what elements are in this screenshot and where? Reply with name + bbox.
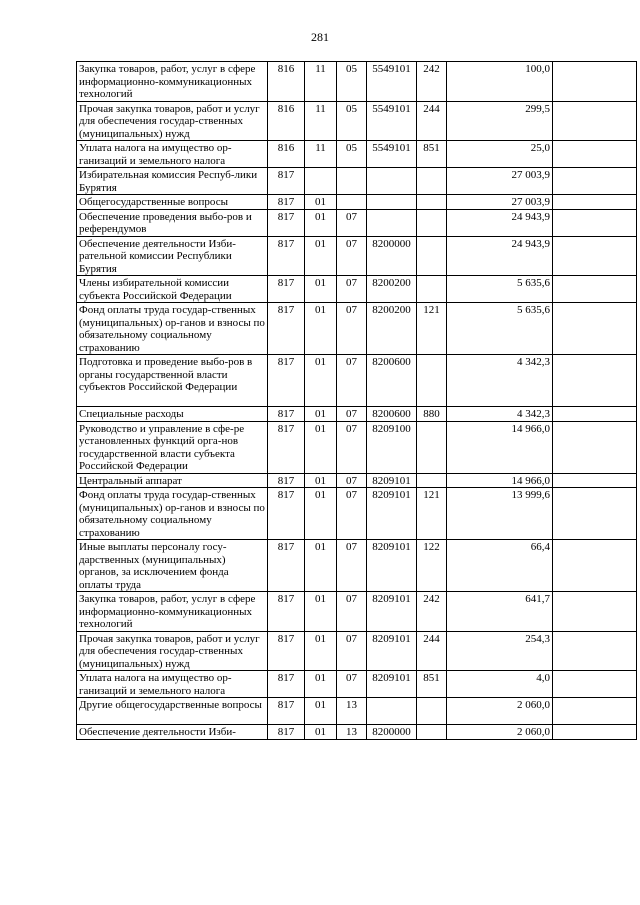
amount-cell: 2 060,0 — [447, 698, 553, 725]
amount-cell: 25,0 — [447, 141, 553, 168]
section-code-cell: 01 — [305, 631, 337, 671]
extra-column-cell — [553, 631, 637, 671]
target-article-code-cell: 8209100 — [367, 421, 417, 473]
subsection-code-cell: 07 — [337, 540, 367, 592]
department-code-cell: 817 — [268, 195, 305, 210]
amount-cell: 14 966,0 — [447, 421, 553, 473]
extra-column-cell — [553, 671, 637, 698]
department-code-cell: 817 — [268, 540, 305, 592]
section-code-cell: 01 — [305, 671, 337, 698]
table-row — [77, 101, 637, 141]
extra-column-cell — [553, 62, 637, 102]
expense-type-code-cell: 851 — [417, 141, 447, 168]
item-name-cell: Закупка товаров, работ, услуг в сфере информационно-коммуникационных технологий — [77, 592, 268, 632]
extra-column-cell — [553, 355, 637, 407]
budget-table-body — [77, 62, 637, 740]
section-code-cell: 11 — [305, 101, 337, 141]
amount-cell: 5 635,6 — [447, 303, 553, 355]
department-code-cell: 817 — [268, 303, 305, 355]
subsection-code-cell: 05 — [337, 141, 367, 168]
subsection-code-cell — [337, 195, 367, 210]
department-code-cell: 817 — [268, 209, 305, 236]
expense-type-code-cell: 121 — [417, 303, 447, 355]
item-name-cell: Фонд оплаты труда государ-ственных (муниципальных) ор-ганов и взносы по обязательному социальному страхованию — [77, 488, 268, 540]
subsection-code-cell: 07 — [337, 276, 367, 303]
amount-cell: 14 966,0 — [447, 473, 553, 488]
expense-type-code-cell: 122 — [417, 540, 447, 592]
expense-type-code-cell — [417, 195, 447, 210]
table-row — [77, 407, 637, 422]
department-code-cell: 816 — [268, 101, 305, 141]
expense-type-code-cell: 121 — [417, 488, 447, 540]
subsection-code-cell: 07 — [337, 236, 367, 276]
subsection-code-cell: 07 — [337, 209, 367, 236]
section-code-cell: 01 — [305, 698, 337, 725]
expense-type-code-cell — [417, 355, 447, 407]
amount-cell: 13 999,6 — [447, 488, 553, 540]
subsection-code-cell: 05 — [337, 101, 367, 141]
table-row — [77, 473, 637, 488]
department-code-cell: 817 — [268, 276, 305, 303]
expense-type-code-cell: 244 — [417, 631, 447, 671]
section-code-cell: 01 — [305, 236, 337, 276]
extra-column-cell — [553, 473, 637, 488]
department-code-cell: 817 — [268, 421, 305, 473]
department-code-cell: 817 — [268, 725, 305, 740]
extra-column-cell — [553, 725, 637, 740]
section-code-cell: 01 — [305, 488, 337, 540]
item-name-cell: Общегосударственные вопросы — [77, 195, 268, 210]
target-article-code-cell: 8200600 — [367, 355, 417, 407]
expense-type-code-cell — [417, 421, 447, 473]
target-article-code-cell: 5549101 — [367, 62, 417, 102]
section-code-cell: 01 — [305, 540, 337, 592]
section-code-cell: 01 — [305, 276, 337, 303]
extra-column-cell — [553, 488, 637, 540]
table-row — [77, 725, 637, 740]
section-code-cell: 01 — [305, 195, 337, 210]
expense-type-code-cell — [417, 473, 447, 488]
expense-type-code-cell — [417, 276, 447, 303]
department-code-cell: 817 — [268, 671, 305, 698]
table-row — [77, 698, 637, 725]
extra-column-cell — [553, 592, 637, 632]
target-article-code-cell: 8200600 — [367, 407, 417, 422]
extra-column-cell — [553, 209, 637, 236]
expense-type-code-cell — [417, 168, 447, 195]
section-code-cell: 11 — [305, 62, 337, 102]
item-name-cell: Уплата налога на имущество ор-ганизаций и земельного налога — [77, 671, 268, 698]
item-name-cell: Члены избирательной комиссии субъекта Российской Федерации — [77, 276, 268, 303]
amount-cell: 299,5 — [447, 101, 553, 141]
subsection-code-cell: 13 — [337, 698, 367, 725]
section-code-cell: 01 — [305, 421, 337, 473]
target-article-code-cell: 8200200 — [367, 303, 417, 355]
table-row — [77, 209, 637, 236]
target-article-code-cell — [367, 195, 417, 210]
section-code-cell: 01 — [305, 407, 337, 422]
table-row — [77, 168, 637, 195]
amount-cell: 66,4 — [447, 540, 553, 592]
amount-cell: 4 342,3 — [447, 355, 553, 407]
subsection-code-cell: 13 — [337, 725, 367, 740]
item-name-cell: Руководство и управление в сфе-ре установленных функций орга-нов государственной власти субъекта Российской Федерации — [77, 421, 268, 473]
table-row — [77, 631, 637, 671]
item-name-cell: Иные выплаты персоналу госу-дарственных (муниципальных) органов, за исключением фонда оплаты труда — [77, 540, 268, 592]
department-code-cell: 817 — [268, 355, 305, 407]
section-code-cell: 01 — [305, 725, 337, 740]
table-row — [77, 540, 637, 592]
item-name-cell: Специальные расходы — [77, 407, 268, 422]
table-row — [77, 592, 637, 632]
department-code-cell: 817 — [268, 488, 305, 540]
item-name-cell: Закупка товаров, работ, услуг в сфере информационно-коммуникационных технологий — [77, 62, 268, 102]
department-code-cell: 817 — [268, 631, 305, 671]
extra-column-cell — [553, 698, 637, 725]
subsection-code-cell — [337, 168, 367, 195]
table-row — [77, 303, 637, 355]
expense-type-code-cell — [417, 725, 447, 740]
subsection-code-cell: 07 — [337, 421, 367, 473]
item-name-cell: Фонд оплаты труда государ-ственных (муниципальных) ор-ганов и взносы по обязательному социальному страхованию — [77, 303, 268, 355]
section-code-cell: 11 — [305, 141, 337, 168]
department-code-cell: 817 — [268, 236, 305, 276]
section-code-cell: 01 — [305, 592, 337, 632]
item-name-cell: Избирательная комиссия Респуб-лики Бурятия — [77, 168, 268, 195]
item-name-cell: Уплата налога на имущество ор-ганизаций и земельного налога — [77, 141, 268, 168]
table-row — [77, 488, 637, 540]
target-article-code-cell: 8200000 — [367, 725, 417, 740]
expense-type-code-cell — [417, 698, 447, 725]
target-article-code-cell — [367, 168, 417, 195]
item-name-cell: Обеспечение деятельности Изби- — [77, 725, 268, 740]
target-article-code-cell: 5549101 — [367, 101, 417, 141]
department-code-cell: 816 — [268, 62, 305, 102]
table-row — [77, 355, 637, 407]
item-name-cell: Прочая закупка товаров, работ и услуг для обеспечения государ-ственных (муниципальных) нужд — [77, 101, 268, 141]
amount-cell: 4,0 — [447, 671, 553, 698]
target-article-code-cell: 8209101 — [367, 473, 417, 488]
target-article-code-cell: 8209101 — [367, 671, 417, 698]
department-code-cell: 817 — [268, 407, 305, 422]
subsection-code-cell: 05 — [337, 62, 367, 102]
table-row — [77, 141, 637, 168]
subsection-code-cell: 07 — [337, 407, 367, 422]
section-code-cell — [305, 168, 337, 195]
table-row — [77, 236, 637, 276]
target-article-code-cell: 8209101 — [367, 631, 417, 671]
section-code-cell: 01 — [305, 355, 337, 407]
expense-type-code-cell — [417, 209, 447, 236]
expense-type-code-cell: 244 — [417, 101, 447, 141]
table-row — [77, 671, 637, 698]
department-code-cell: 817 — [268, 698, 305, 725]
amount-cell: 5 635,6 — [447, 276, 553, 303]
page-number: 281 — [311, 30, 329, 44]
item-name-cell: Другие общегосударственные вопросы — [77, 698, 268, 725]
extra-column-cell — [553, 101, 637, 141]
table-row — [77, 195, 637, 210]
amount-cell: 100,0 — [447, 62, 553, 102]
expense-type-code-cell: 242 — [417, 62, 447, 102]
amount-cell: 27 003,9 — [447, 168, 553, 195]
subsection-code-cell: 07 — [337, 488, 367, 540]
target-article-code-cell: 8209101 — [367, 540, 417, 592]
subsection-code-cell: 07 — [337, 671, 367, 698]
department-code-cell: 817 — [268, 168, 305, 195]
target-article-code-cell: 8200000 — [367, 236, 417, 276]
section-code-cell: 01 — [305, 303, 337, 355]
item-name-cell: Обеспечение деятельности Изби-рательной комиссии Республики Бурятия — [77, 236, 268, 276]
item-name-cell: Прочая закупка товаров, работ и услуг для обеспечения государ-ственных (муниципальных) нужд — [77, 631, 268, 671]
table-row — [77, 421, 637, 473]
target-article-code-cell — [367, 698, 417, 725]
extra-column-cell — [553, 540, 637, 592]
item-name-cell: Подготовка и проведение выбо-ров в органы государственной власти субъектов Российской Федерации — [77, 355, 268, 407]
subsection-code-cell: 07 — [337, 631, 367, 671]
amount-cell: 2 060,0 — [447, 725, 553, 740]
table-row — [77, 276, 637, 303]
amount-cell: 24 943,9 — [447, 209, 553, 236]
subsection-code-cell: 07 — [337, 355, 367, 407]
extra-column-cell — [553, 141, 637, 168]
extra-column-cell — [553, 195, 637, 210]
table-row — [77, 62, 637, 102]
amount-cell: 24 943,9 — [447, 236, 553, 276]
subsection-code-cell: 07 — [337, 303, 367, 355]
extra-column-cell — [553, 276, 637, 303]
department-code-cell: 816 — [268, 141, 305, 168]
extra-column-cell — [553, 236, 637, 276]
department-code-cell: 817 — [268, 592, 305, 632]
expense-type-code-cell: 880 — [417, 407, 447, 422]
budget-table — [76, 61, 637, 740]
target-article-code-cell: 8209101 — [367, 592, 417, 632]
extra-column-cell — [553, 168, 637, 195]
expense-type-code-cell: 242 — [417, 592, 447, 632]
target-article-code-cell — [367, 209, 417, 236]
amount-cell: 641,7 — [447, 592, 553, 632]
section-code-cell: 01 — [305, 473, 337, 488]
expense-type-code-cell: 851 — [417, 671, 447, 698]
amount-cell: 4 342,3 — [447, 407, 553, 422]
item-name-cell: Обеспечение проведения выбо-ров и референдумов — [77, 209, 268, 236]
subsection-code-cell: 07 — [337, 473, 367, 488]
extra-column-cell — [553, 303, 637, 355]
amount-cell: 254,3 — [447, 631, 553, 671]
item-name-cell: Центральный аппарат — [77, 473, 268, 488]
target-article-code-cell: 5549101 — [367, 141, 417, 168]
target-article-code-cell: 8200200 — [367, 276, 417, 303]
department-code-cell: 817 — [268, 473, 305, 488]
amount-cell: 27 003,9 — [447, 195, 553, 210]
section-code-cell: 01 — [305, 209, 337, 236]
subsection-code-cell: 07 — [337, 592, 367, 632]
expense-type-code-cell — [417, 236, 447, 276]
extra-column-cell — [553, 407, 637, 422]
target-article-code-cell: 8209101 — [367, 488, 417, 540]
extra-column-cell — [553, 421, 637, 473]
